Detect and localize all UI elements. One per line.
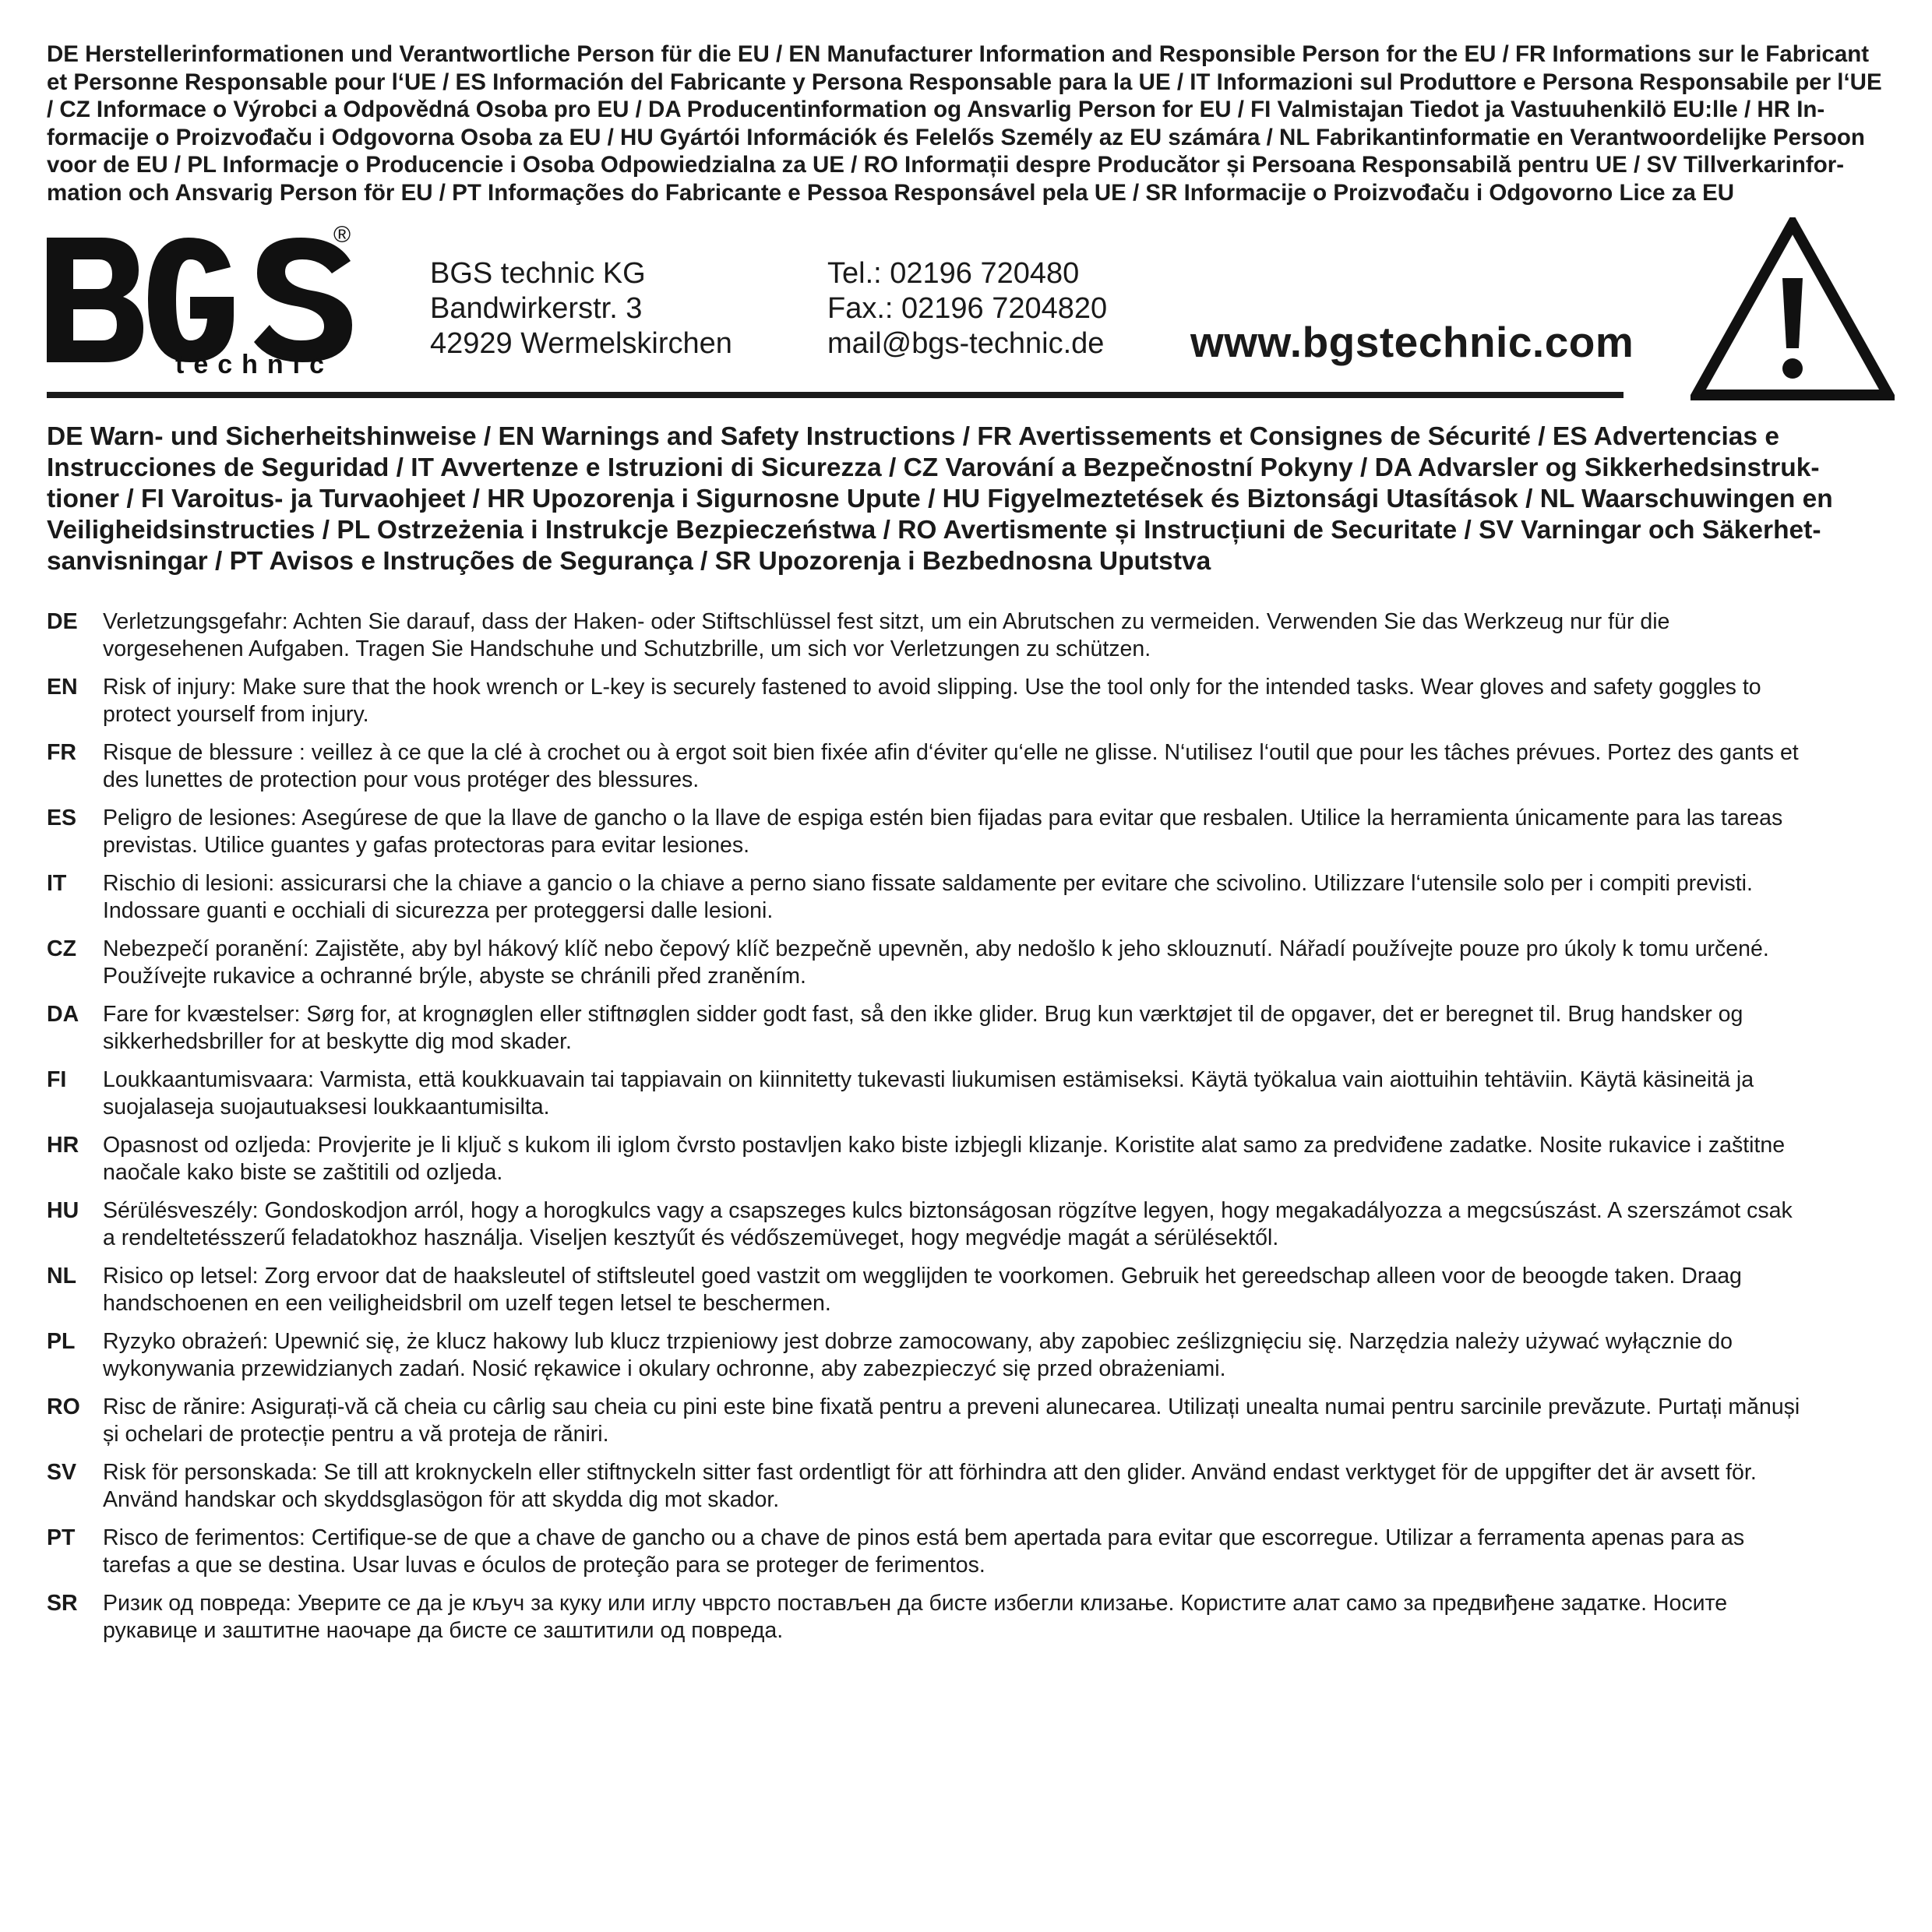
text-line: Använd handskar och skyddsglasögon för att skydda dig mot skador. <box>103 1487 780 1512</box>
heading-line: mation och Ansvarig Person för EU / PT Informações do Fabricante e Pessoa Responsável pela UE / SR Informacije o Proizvođaču i Odgovorno Lice za EU <box>47 179 1735 206</box>
instruction-text <box>103 1001 1885 1056</box>
text-line: sikkerhedsbriller for at beskytte dig mod skader. <box>103 1029 572 1054</box>
instruction-text <box>103 1263 1885 1317</box>
text-line: Risque de blessure : veillez à ce que la clé à crochet ou à ergot soit bien fixée afin d‘éviter qu‘elle ne glisse. N‘utilisez l‘outil que pour les tâches prévues. Portez des gants et <box>103 740 1799 765</box>
instruction-text <box>103 936 1885 990</box>
list-item <box>47 608 1885 663</box>
text-line: Risc de rănire: Asigurați-vă că cheia cu cârlig sau cheia cu pini este bine fixată pentru a preveni alunecarea. Utilizați unealta numai pentru sarcinile prevăzute. Purtați mănuși <box>103 1394 1800 1419</box>
text-line: protect yourself from injury. <box>103 702 369 727</box>
instruction-text <box>103 1590 1885 1645</box>
warnings-heading <box>47 421 1885 577</box>
language-code: FI <box>47 1067 67 1092</box>
language-code: FR <box>47 740 76 765</box>
text-line: naočale kako biste se zaštitili od ozljeda. <box>103 1160 503 1185</box>
instruction-text <box>103 1328 1885 1383</box>
website-link[interactable]: www.bgstechnic.com <box>1190 318 1634 366</box>
instruction-text <box>103 1066 1885 1121</box>
language-code: EN <box>47 675 78 700</box>
bgs-technic-logo <box>47 222 358 378</box>
manufacturer-contact-block <box>47 222 1885 401</box>
list-item <box>47 1001 1885 1056</box>
instruction-text <box>103 1132 1885 1186</box>
list-item <box>47 1197 1885 1252</box>
instruction-text <box>103 805 1885 859</box>
header-divider <box>47 392 1624 398</box>
text-line: Sérülésveszély: Gondoskodjon arról, hogy a horogkulcs vagy a csapszeges kulcs biztonságosan rögzítve legyen, hogy megakadályozza a megcsúszást. A szerszámot csak <box>103 1198 1793 1223</box>
text-line: Risco de ferimentos: Certifique-se de que a chave de gancho ou a chave de pinos está bem apertada para evitar que escorregue. Utilizar a ferramenta apenas para as <box>103 1525 1745 1550</box>
safety-instructions-list <box>47 608 1885 1645</box>
instruction-text <box>103 608 1885 663</box>
list-item <box>47 1263 1885 1317</box>
language-code: IT <box>47 871 67 896</box>
instruction-text <box>103 674 1885 728</box>
list-item <box>47 1394 1885 1448</box>
registered-mark: ® <box>333 222 351 248</box>
heading-line: sanvisningar / PT Avisos e Instruções de Segurança / SR Upozorenja i Bezbednosna Uputstva <box>47 547 1211 576</box>
language-code: NL <box>47 1264 76 1289</box>
text-line: Nebezpečí poranění: Zajistěte, aby byl hákový klíč nebo čepový klíč bezpečně upevněn, aby nedošlo k jeho sklouznutí. Nářadí používejte pouze pro úkoly k tomu určené. <box>103 936 1769 961</box>
list-item <box>47 1590 1885 1645</box>
text-line: tarefas a que se destina. Usar luvas e óculos de proteção para se proteger de ferimentos. <box>103 1553 985 1578</box>
fax-number: Fax.: 02196 7204820 <box>827 292 1108 325</box>
list-item <box>47 674 1885 728</box>
instruction-text <box>103 1525 1885 1579</box>
document-page <box>47 41 1885 1655</box>
company-city: 42929 Wermelskirchen <box>430 327 732 360</box>
list-item <box>47 1066 1885 1121</box>
text-line: Peligro de lesiones: Asegúrese de que la llave de gancho o la llave de espiga estén bien fijadas para evitar que resbalen. Utilice la herramienta únicamente para las tareas <box>103 806 1783 830</box>
heading-line: / CZ Informace o Výrobci a Odpovědná Osoba pro EU / DA Producentinformation og Ansvarlig Person for EU / FI Valmistajan Tiedot ja Vastuuhenkilö EU:lle / HR In- <box>47 97 1825 122</box>
heading-line: formacije o Proizvođaču i Odgovorna Osoba za EU / HU Gyártói Információk és Felelős Személy az EU számára / NL Fabrikantinformatie en Verantwoordelijke Persoon <box>47 124 1865 150</box>
language-code: RO <box>47 1394 80 1419</box>
company-address <box>430 256 732 361</box>
text-line: vorgesehenen Aufgaben. Tragen Sie Handschuhe und Schutzbrille, um sich vor Verletzungen zu schützen. <box>103 636 1151 661</box>
manufacturer-info-heading <box>47 41 1885 206</box>
text-line: a rendeltetésszerű feladatokhoz használja. Viseljen kesztyűt és védőszemüveget, hogy megvédje magát a sérülésektől. <box>103 1225 1279 1250</box>
heading-line: Veiligheidsinstructies / PL Ostrzeżenia i Instrukcje Bezpieczeństwa / RO Avertismente și Instrucțiuni de Securitate / SV Varningar och Säkerhet- <box>47 516 1821 545</box>
heading-line: voor de EU / PL Informacje o Producencie i Osoba Odpowiedzialna za UE / RO Informații despre Producător și Persoana Responsabilă pentru UE / SV Tillverkarinfor- <box>47 152 1845 178</box>
text-line: Indossare guanti e occhiali di sicurezza per proteggersi dalle lesioni. <box>103 898 774 923</box>
list-item <box>47 805 1885 859</box>
language-code: HU <box>47 1198 79 1223</box>
text-line: suojalaseja suojautuaksesi loukkaantumisilta. <box>103 1095 550 1119</box>
heading-line: Instrucciones de Seguridad / IT Avvertenze e Istruzioni di Sicurezza / CZ Varování a Bezpečnostní Pokyny / DA Advarsler og Sikkerhedsinstruk- <box>47 453 1820 482</box>
list-item <box>47 1525 1885 1579</box>
language-code: SR <box>47 1591 78 1616</box>
company-name: BGS technic KG <box>430 257 646 290</box>
instruction-text <box>103 870 1885 925</box>
list-item <box>47 739 1885 794</box>
text-line: Opasnost od ozljeda: Provjerite je li ključ s kukom ili iglom čvrsto postavljen kako biste izbjegli klizanje. Koristite alat samo za predviđene zadatke. Nosite rukavice i zaštitne <box>103 1133 1786 1158</box>
text-line: Loukkaantumisvaara: Varmista, että koukkuavain tai tappiavain on kiinnitetty tukevasti liukumisen estämiseksi. Käytä työkalua vain aiottuihin tehtäviin. Käytä käsineitä ja <box>103 1067 1754 1092</box>
text-line: Ризик од повреда: Уверите се да је кључ за куку или иглу чврсто постављен да бисте избегли клизање. Користите алат само за предвиђене задатке. Носите <box>103 1591 1728 1616</box>
list-item <box>47 1328 1885 1383</box>
language-code: CZ <box>47 936 76 961</box>
language-code: ES <box>47 806 77 830</box>
language-code: SV <box>47 1460 77 1485</box>
list-item <box>47 1459 1885 1514</box>
text-line: рукавице и заштитне наочаре да бисте се заштитили од повреда. <box>103 1618 784 1643</box>
text-line: Fare for kvæstelser: Sørg for, at krognøglen eller stiftnøglen sidder godt fast, så den ikke glider. Brug kun værktøjet til de opgaver, det er beregnet til. Brug handsker og <box>103 1002 1743 1027</box>
instruction-text <box>103 1394 1885 1448</box>
text-line: Risico op letsel: Zorg ervoor dat de haaksleutel of stiftsleutel goed vastzit om wegglijden te voorkomen. Gebruik het gereedschap alleen voor de beoogde taken. Draag <box>103 1264 1742 1289</box>
list-item <box>47 936 1885 990</box>
company-contact <box>827 256 1107 361</box>
instruction-text <box>103 1197 1885 1252</box>
language-code: PL <box>47 1329 76 1354</box>
text-line: Rischio di lesioni: assicurarsi che la chiave a gancio o la chiave a perno siano fissate saldamente per evitare che scivolino. Utilizzare l‘utensile solo per i compiti previsti. <box>103 871 1753 896</box>
language-code: DE <box>47 609 78 634</box>
instruction-text <box>103 1459 1885 1514</box>
list-item <box>47 870 1885 925</box>
instruction-text <box>103 739 1885 794</box>
text-line: Risk för personskada: Se till att kroknyckeln eller stiftnyckeln sitter fast ordentligt för att förhindra att den glider. Använd endast verktyget för de uppgifter det är avsett för. <box>103 1460 1757 1485</box>
logo-subtitle: technic <box>175 350 334 378</box>
heading-line: tioner / FI Varoitus- ja Turvaohjeet / HR Upozorenja i Sigurnosne Upute / HU Figyelmeztetések és Biztonsági Utasítások / NL Waarschuwingen en <box>47 485 1833 513</box>
telephone-number: Tel.: 02196 720480 <box>827 257 1080 290</box>
language-code: PT <box>47 1525 76 1550</box>
heading-line: et Personne Responsable pour l‘UE / ES Información del Fabricante y Persona Responsable para la UE / IT Informazioni sul Produttore e Persona Responsabile per l‘UE <box>47 69 1882 95</box>
text-line: Používejte rukavice a ochranné brýle, abyste se chránili před zraněním. <box>103 964 806 989</box>
warning-triangle-icon <box>1690 217 1895 401</box>
text-line: wykonywania przewidzianych zadań. Nosić rękawice i okulary ochronne, aby zabezpieczyć się przed obrażeniami. <box>103 1356 1226 1381</box>
text-line: previstas. Utilice guantes y gafas protectoras para evitar lesiones. <box>103 833 750 858</box>
text-line: des lunettes de protection pour vous protéger des blessures. <box>103 767 700 792</box>
heading-line: DE Herstellerinformationen und Verantwortliche Person für die EU / EN Manufacturer Information and Responsible Person for the EU / FR Informations sur le Fabricant <box>47 41 1870 67</box>
email-address[interactable]: mail@bgs-technic.de <box>827 327 1105 360</box>
language-code: DA <box>47 1002 79 1027</box>
list-item <box>47 1132 1885 1186</box>
text-line: și ochelari de protecție pentru a vă proteja de răniri. <box>103 1422 609 1447</box>
text-line: handschoenen en een veiligheidsbril om uzelf tegen letsel te beschermen. <box>103 1291 831 1316</box>
language-code: HR <box>47 1133 79 1158</box>
text-line: Ryzyko obrażeń: Upewnić się, że klucz hakowy lub klucz trzpieniowy jest dobrze zamocowany, aby zapobiec ześlizgnięciu się. Narzędzia należy używać wyłącznie do <box>103 1329 1733 1354</box>
text-line: Risk of injury: Make sure that the hook wrench or L-key is securely fastened to avoid slipping. Use the tool only for the intended tasks. Wear gloves and safety goggles to <box>103 675 1761 700</box>
company-street: Bandwirkerstr. 3 <box>430 292 643 325</box>
text-line: Verletzungsgefahr: Achten Sie darauf, dass der Haken- oder Stiftschlüssel fest sitzt, um ein Abrutschen zu vermeiden. Verwenden Sie das Werkzeug nur für die <box>103 609 1670 634</box>
heading-line: DE Warn- und Sicherheitshinweise / EN Warnings and Safety Instructions / FR Avertissements et Consignes de Sécurité / ES Advertencias e <box>47 422 1779 451</box>
